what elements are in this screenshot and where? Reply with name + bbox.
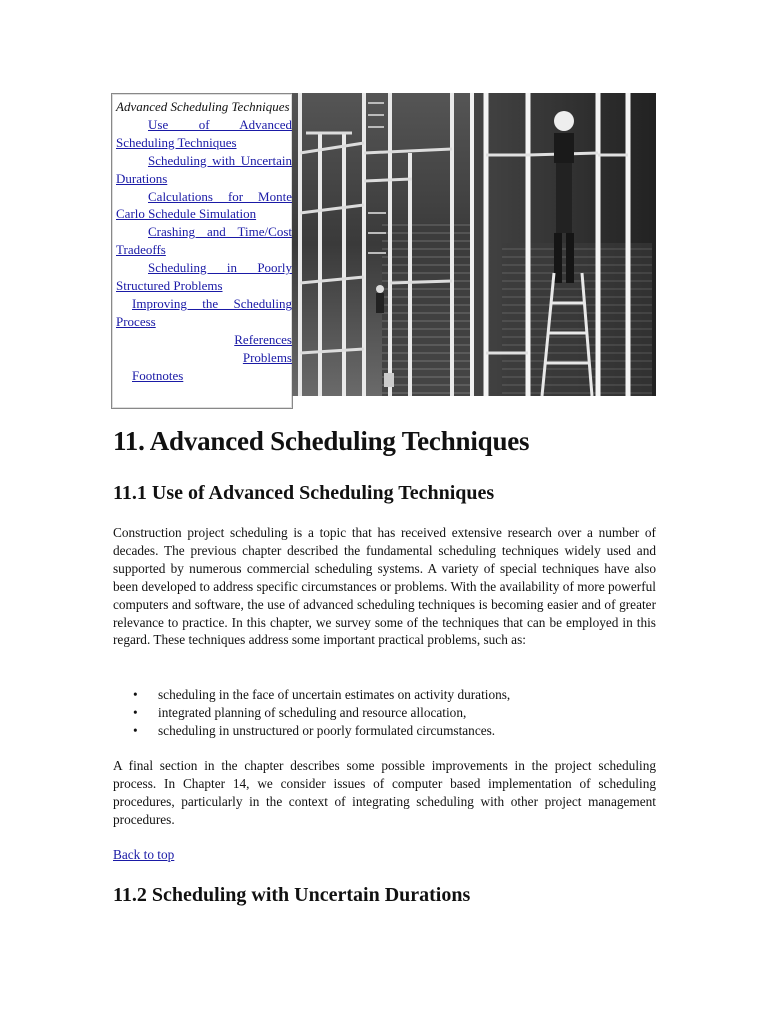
toc-link-footnotes[interactable]: Footnotes: [132, 367, 184, 383]
list-item: [113, 686, 656, 704]
bullet-icon: •: [133, 704, 138, 720]
toc-box: [111, 93, 293, 409]
toc-link-problems[interactable]: Problems: [242, 349, 292, 365]
bullet-list: [113, 686, 656, 740]
paragraph-final-section: A final section in the chapter describes some possible improvements in the project scheduling process. In Chapter 14, we consider issues of computer based implementation of scheduling procedures, particularly in the context of integrating scheduling with other project management procedures.: [113, 758, 656, 827]
bullet-icon: •: [133, 687, 138, 702]
section-1-title: 11.1 Use of Advanced Scheduling Techniques: [113, 482, 495, 504]
toc-link-poorly-structured[interactable]: Scheduling in Poorly Structured Problems: [116, 260, 292, 294]
paragraph-intro: Construction project scheduling is a topic that has received extensive research over a number of decades. The previous chapter described the fundamental scheduling techniques widely used and supported by numerous commercial scheduling systems. A variety of special techniques have also been developed to address specific circumstances or problems. With the availability of more powerful computers and software, the use of advanced scheduling techniques is becoming easier and of greater relevance to practice. In this chapter, we survey some of the techniques that can be employed in this regard. These techniques address some important practical problems, such as:: [113, 525, 656, 648]
list-item: [113, 722, 656, 740]
list-item-text: scheduling in the face of uncertain estimates on activity durations,: [158, 687, 511, 702]
list-item-text: integrated planning of scheduling and resource allocation,: [158, 704, 467, 720]
list-item-text: scheduling in unstructured or poorly formulated circumstances.: [158, 722, 496, 738]
list-item: [113, 704, 656, 722]
toc-title: Advanced Scheduling Techniques: [116, 99, 290, 114]
toc-link-improving[interactable]: Improving the Scheduling Process: [116, 295, 292, 329]
toc-link-references[interactable]: References: [234, 331, 292, 347]
toc-link-crashing[interactable]: Crashing and Time/Cost Tradeoffs: [116, 224, 292, 258]
bullet-icon: •: [133, 722, 138, 738]
table-of-contents: [116, 98, 292, 385]
chapter-title: 11. Advanced Scheduling Techniques: [113, 426, 530, 456]
toc-link-use-of-advanced[interactable]: Use of Advanced Scheduling Techniques: [116, 116, 292, 150]
toc-link-uncertain-durations[interactable]: Scheduling with Uncertain Durations: [116, 152, 292, 186]
photo-image: [292, 93, 656, 396]
construction-scaffolding-photo: [292, 93, 656, 396]
toc-link-monte-carlo[interactable]: Calculations for Monte Carlo Schedule Simulation: [116, 188, 292, 222]
section-2-title: 11.2 Scheduling with Uncertain Durations: [113, 884, 471, 906]
back-to-top-link[interactable]: Back to top: [113, 847, 175, 862]
